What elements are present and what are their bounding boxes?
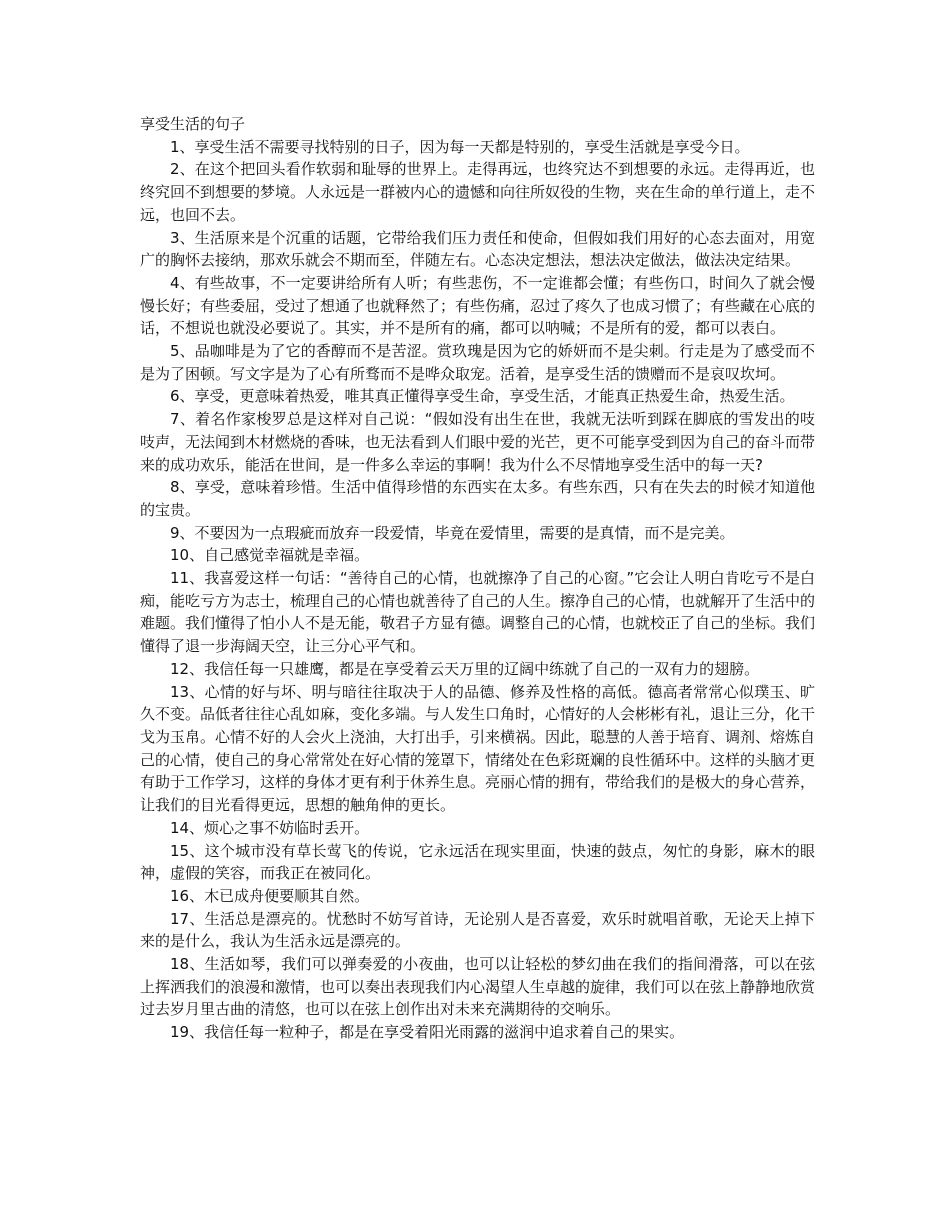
paragraph-19: 19、我信任每一粒种子，都是在享受着阳光雨露的滋润中追求着自己的果实。 [170,1023,685,1042]
paragraph-7: 7、着名作家梭罗总是这样对自己说：“假如没有出生在世，我就无法听到踩在脚底的雪发出的吱吱声，无法闻到木材燃烧的香味，也无法看到人们眼中爱的光芒，更不可能享受到因为自己的奋斗而带来的成功欢乐，能活在世间，是一件多么幸运的事啊！我为什么不尽情地享受生活中的每一天? [140,410,816,474]
paragraph-8: 8、享受，意味着珍惜。生活中值得珍惜的东西实在太多。有些东西，只有在失去的时候才知道他的宝贵。 [140,478,815,519]
paragraph-2: 2、在这个把回头看作软弱和耻辱的世界上。走得再远，也终究达不到想要的永远。走得再近，也终究回不到想要的梦境。人永远是一群被内心的遗憾和向往所奴役的生物，夹在生命的单行道上，走不远，也回不去。 [140,160,816,224]
paragraph-11: 11、我喜爱这样一句话：“善待自己的心情，也就擦净了自己的心窗。”它会让人明白肯吃亏不是白痴，能吃亏方为志士，梳理自己的心情也就善待了自己的人生。擦净自己的心情，也就解开了生活中的难题。我们懂得了怕小人不是无能，敬君子方显有德。调整自己的心情，也就校正了自己的坐标。我们懂得了退一步海阔天空，让三分心平气和。 [140,569,816,656]
paragraph-9: 9、不要因为一点瑕疵而放弃一段爱情，毕竟在爱情里，需要的是真情，而不是完美。 [170,523,735,542]
paragraph-16: 16、木已成舟便要顺其自然。 [170,886,370,905]
document-title: 享受生活的句子 [140,115,246,133]
paragraph-5: 5、品咖啡是为了它的香醇而不是苦涩。赏玖瑰是因为它的娇妍而不是尖刺。行走是为了感受而不是为了困顿。写文字是为了心有所骛而不是哗众取宠。活着，是享受生活的馈赠而不是哀叹坎坷。 [140,342,815,383]
paragraph-17: 17、生活总是漂亮的。忧愁时不妨写首诗，无论别人是否喜爱，欢乐时就唱首歌，无论天上掉下来的是什么，我认为生活永远是漂亮的。 [140,909,815,951]
paragraph-18: 18、生活如琴，我们可以弹奏爱的小夜曲，也可以让轻松的梦幻曲在我们的指间滑落，可以在弦上挥洒我们的浪漫和激情，也可以奏出表现我们内心渴望人生卓越的旋律，我们可以在弦上静静地欣赏过去岁月里古曲的清悠，也可以在弦上创作出对未来充满期待的交响乐。 [140,955,816,1019]
paragraph-14: 14、烦心之事不妨临时丢开。 [170,818,370,837]
paragraph-1: 1、享受生活不需要寻找特别的日子，因为每一天都是特别的，享受生活就是享受今日。 [170,137,750,156]
paragraph-3: 3、生活原来是个沉重的话题，它带给我们压力责任和使命，但假如我们用好的心态去面对，用宽广的胸怀去接纳，那欢乐就会不期而至，伴随左右。心态决定想法，想法决定做法，做法决定结果。 [140,228,815,270]
paragraph-12: 12、我信任每一只雄鹰，都是在享受着云天万里的辽阔中练就了自己的一双有力的翅膀。 [170,659,760,678]
paragraph-list [140,136,815,1044]
paragraph-10: 10、自己感觉幸福就是幸福。 [170,546,370,565]
paragraph-13: 13、心情的好与坏、明与暗往往取决于人的品德、修养及性格的高低。德高者常常心似璞玉、旷久不变。品低者往往心乱如麻，变化多端。与人发生口角时，心情好的人会彬彬有礼，退让三分，化干戈为玉帛。心情不好的人会火上浇油，大打出手，引来横祸。因此，聪慧的人善于培育、调剂、熔炼自己的心情，使自己的身心常常处在好心情的笼罩下，情绪处在色彩斑斓的良性循环中。这样的头脑才更有助于工作学习，这样的身体才更有利于休养生息。亮丽心情的拥有，带给我们的是极大的身心营养，让我们的目光看得更远，思想的触角伸的更长。 [140,682,816,815]
document-page [140,113,815,1044]
paragraph-6: 6、享受，更意味着热爱，唯其真正懂得享受生命，享受生活，才能真正热爱生命，热爱生活。 [170,387,795,406]
paragraph-15: 15、这个城市没有草长莺飞的传说，它永远活在现实里面，快速的鼓点，匆忙的身影，麻木的眼神，虚假的笑容，而我正在被同化。 [140,841,815,883]
paragraph-4: 4、有些故事，不一定要讲给所有人听；有些悲伤，不一定谁都会懂；有些伤口，时间久了就会慢慢长好；有些委屈，受过了想通了也就释然了；有些伤痛，忍过了疼久了也成习惯了；有些藏在心底的话，不想说也就没必要说了。其实，并不是所有的痛，都可以呐喊；不是所有的爱，都可以表白。 [140,273,816,338]
